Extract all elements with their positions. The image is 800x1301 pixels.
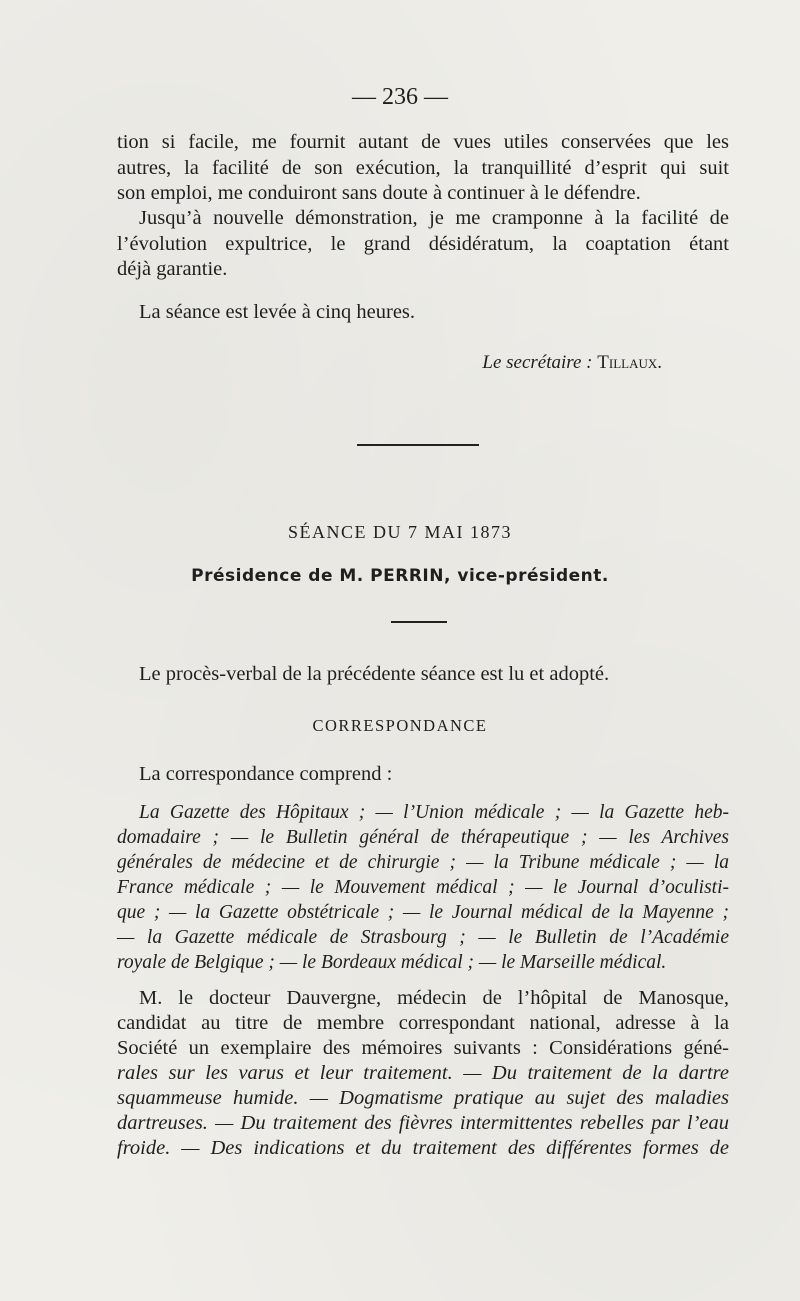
text-line: Jusqu’à nouvelle démonstration, je me cramponne à la facilité de <box>139 207 729 229</box>
text-line: squammeuse humide. — Dogmatisme pratique au sujet des maladies <box>117 1087 729 1109</box>
text-line: La Gazette des Hôpitaux ; — l’Union médicale ; — la Gazette heb- <box>139 802 729 823</box>
session-title: SÉANCE DU 7 MAI 1873 <box>287 522 512 542</box>
text-line: tion si facile, me fournit autant de vues utiles conservées que les <box>117 131 729 153</box>
text-line: La séance est levée à cinq heures. <box>139 301 416 323</box>
text-line: déjà garantie. <box>117 258 228 280</box>
text-line: Société un exemplaire des mémoires suivants : Considérations géné- <box>117 1037 729 1059</box>
secretary-label: Le secrétaire : <box>482 352 593 373</box>
text-line: dartreuses. — Du traitement des fièvres intermittentes rebelles par l’eau <box>117 1112 729 1134</box>
text-line: La correspondance comprend : <box>139 763 393 785</box>
closing-sentence <box>117 300 729 326</box>
text-line: son emploi, me conduiront sans doute à continuer à le défendre. <box>117 182 641 204</box>
text-line: Le procès-verbal de la précédente séance est lu et adopté. <box>139 663 610 685</box>
text-line: candidat au titre de membre correspondant national, adresse à la <box>117 1012 729 1034</box>
text-line: générales de médecine et de chirurgie ; — la Tribune médicale ; — la <box>117 852 729 873</box>
journals-list <box>117 800 729 975</box>
short-divider <box>391 621 447 623</box>
text-line: rales sur les varus et leur traitement. — Du traitement de la dartre <box>117 1062 729 1084</box>
dauvergne-paragraph <box>117 986 729 1161</box>
correspondence-heading: CORRESPONDANCE <box>312 716 488 735</box>
secretary-signature <box>117 350 662 376</box>
text-line: France médicale ; — le Mouvement médical ; — le Journal d’oculisti- <box>117 877 729 898</box>
section-divider <box>357 444 479 446</box>
paragraph-evolution <box>117 206 729 283</box>
text-line: royale de Belgique ; — le Bordeaux médical ; — le Marseille médical. <box>117 952 667 973</box>
text-line: M. le docteur Dauvergne, médecin de l’hôpital de Manosque, <box>139 987 729 1009</box>
paragraph-continuation <box>117 130 729 207</box>
text-line: l’évolution expultrice, le grand désidératum, la coaptation étant <box>117 232 729 255</box>
page-number: — 236 — <box>352 84 448 110</box>
text-line: — la Gazette médicale de Strasbourg ; — le Bulletin de l’Académie <box>117 927 729 948</box>
correspondence-intro <box>117 762 729 788</box>
minutes-sentence <box>117 662 729 688</box>
text-line: domadaire ; — le Bulletin général de thérapeutique ; — les Archives <box>117 827 729 848</box>
text-line: que ; — la Gazette obstétricale ; — le Journal médical de la Mayenne ; <box>117 902 729 923</box>
text-line: autres, la facilité de son exécution, la tranquillité d’esprit qui suit <box>117 156 729 179</box>
presidency-line: Présidence de M. PERRIN, vice-président. <box>191 566 609 586</box>
text-line: froide. — Des indications et du traitement des différentes formes de <box>117 1137 729 1159</box>
secretary-name: Tillaux. <box>597 352 662 373</box>
